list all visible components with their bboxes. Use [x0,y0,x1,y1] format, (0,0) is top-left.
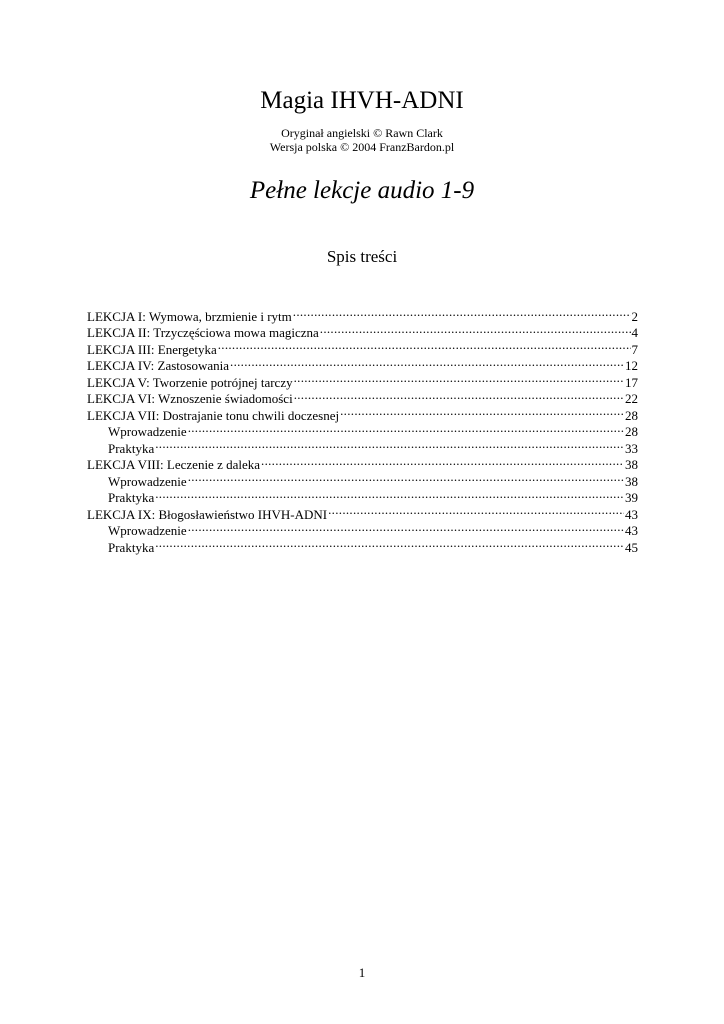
toc-entry-page: 22 [625,391,638,406]
toc-entry-label: Wprowadzenie [108,473,187,489]
toc-entry-page: 17 [625,374,638,390]
toc-entry-label: Praktyka [108,490,155,505]
toc-heading: Spis treści [326,247,398,266]
toc-entry-page: 38 [625,457,638,472]
toc-entry[interactable] [87,502,638,522]
toc-dot-leader [294,387,624,404]
table-of-contents [87,304,638,555]
toc-dot-leader [261,453,624,470]
toc-entry-label: LEKCJA IX: Błogosławieństwo IHVH-ADNI [87,506,328,522]
credit-translation: Wersja polska © 2004 FranzBardon.pl [269,140,455,154]
document-title: Magia IHVH-ADNI [260,87,464,114]
toc-entry-page: 43 [625,506,638,522]
toc-entry[interactable] [87,436,638,456]
credit-original: Oryginał angielski © Rawn Clark [281,126,443,140]
toc-entry[interactable] [87,453,638,470]
toc-entry-page: 4 [631,325,638,340]
toc-dot-leader [320,321,631,338]
toc-entry-page: 7 [631,341,638,357]
toc-entry-page: 12 [625,358,638,373]
toc-entry-page: 39 [625,490,638,505]
toc-entry-page: 33 [625,440,638,456]
toc-entry-page: 28 [625,407,638,423]
toc-entry-label: LEKCJA II: Trzyczęściowa mowa magiczna [87,325,319,340]
toc-entry-label: LEKCJA III: Energetyka [87,341,217,357]
document-subtitle: Pełne lekcje audio 1-9 [249,177,475,204]
toc-dot-leader [188,519,624,536]
toc-entry-label: LEKCJA VII: Dostrajanie tonu chwili doczesnej [87,407,340,423]
toc-dot-leader [328,502,624,519]
toc-dot-leader [188,469,624,486]
toc-dot-leader [218,337,631,354]
toc-entry[interactable] [87,486,638,503]
toc-entry-label: Praktyka [108,440,155,456]
toc-entry-label: LEKCJA VI: Wznoszenie świadomości [87,391,293,406]
toc-entry-label: Wprowadzenie [108,523,187,538]
toc-dot-leader [294,370,624,387]
toc-entry-page: 45 [625,539,638,555]
toc-entry-label: Wprowadzenie [108,424,187,439]
toc-entry-label: LEKCJA VIII: Leczenie z daleka [87,457,261,472]
toc-entry-page: 28 [625,424,638,439]
toc-dot-leader [155,436,624,453]
toc-dot-leader [230,354,624,371]
toc-entry-label: LEKCJA IV: Zastosowania [87,358,230,373]
toc-entry[interactable] [87,535,638,555]
credits-block [0,126,724,154]
toc-dot-leader [188,420,624,437]
toc-dot-leader [293,304,631,321]
toc-entry-label: LEKCJA V: Tworzenie potrójnej tarczy [87,374,293,390]
toc-dot-leader [155,535,624,552]
toc-entry-page: 38 [625,473,638,489]
toc-entry-page: 43 [625,523,638,538]
page-number: 1 [358,965,366,980]
toc-entry-label: LEKCJA I: Wymowa, brzmienie i rytm [87,308,292,324]
toc-dot-leader [155,486,624,503]
toc-dot-leader [340,403,624,420]
toc-entry[interactable] [87,304,638,324]
toc-entry-page: 2 [631,308,638,324]
toc-entry-label: Praktyka [108,539,155,555]
